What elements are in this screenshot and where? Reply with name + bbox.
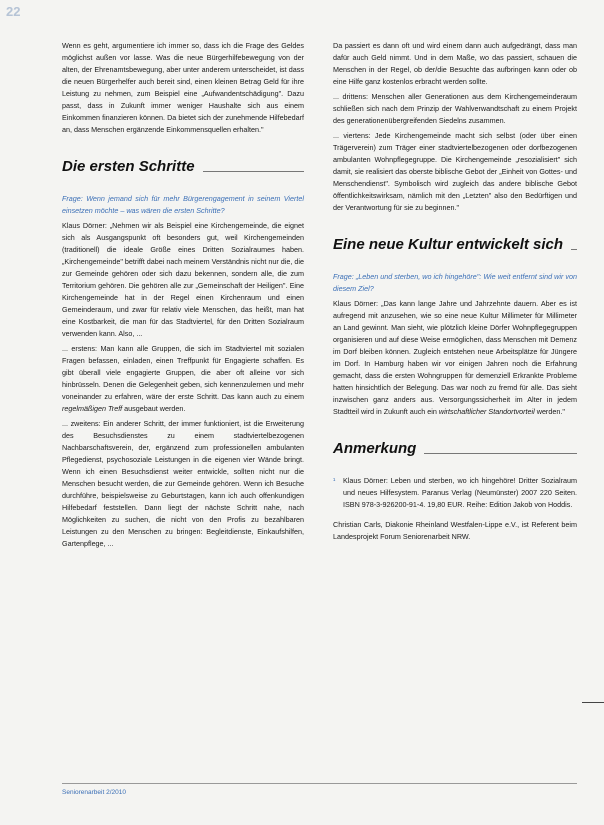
text-run: ausgebaut werden. [122, 404, 186, 413]
footnote-marker: ¹ [333, 476, 336, 485]
heading-text: Anmerkung [333, 440, 417, 457]
left-column [62, 40, 304, 553]
author-note: Christian Carls, Diakonie Rheinland Westfalen-Lippe e.V., ist Referent beim Landesprojekt Forum Seniorenarbeit NRW. [333, 520, 577, 541]
footer-rule [62, 783, 577, 784]
paragraph: ... viertens: Jede Kirchengemeinde macht sich selbst (oder über einen Trägerverein) zum Träger einer stadtviertelbezogenen oder dorfbezogenen ambulanten Wohnpflegegruppe. Die Kirchengemeinde „resozialisiert" sich damit, sie realisiert das oberste biblische Gebot der „Einheit von Gottes- und Menschendienst". Symbolisch wird zugleich das andere biblische Gebot öffentlichkeitswirksam, nämlich mit den „Letzten" also den Bedürftigen und der Verantwortung für sie zu beginnen." [333, 131, 577, 212]
section-heading [333, 440, 577, 457]
emphasis-text: wirtschaftlicher Standortvorteil [438, 407, 535, 416]
paragraph: Klaus Dörner: „Nehmen wir als Beispiel eine Kirchengemeinde, die eignet sich als Ausgangspunkt oft besonders gut, weil Kirchengemeinden (traditionell) die ideale Größe eines Dritten Sozialraumes haben. „Kirchengemeinde" betrifft dabei nach meinem Verständnis nicht nur die, die zur Gemeinde gehören oder sich dazu bekennen, sondern alle, die zum Territorium gehören. Die gehören alle zur „Gemeinschaft der Heiligen". Eine Kirchengemeinde hat in der Regel einen Kirchenraum und einen Gemeinderaum, und zwar für relativ viele Menschen, das heißt, man hat eine Kostbarkeit, die man für das Stadtviertel, für den Dritten Sozialraum verwenden kann. Also, ... [62, 221, 304, 338]
question: Frage: „Leben und sterben, wo ich hingehöre": Wie weit entfernt sind wir von diesem Ziel? [333, 272, 577, 293]
paragraph: Da passiert es dann oft und wird einem dann auch aufgedrängt, dass man dafür auch Geld nimmt. Und in dem Maße, wo das passiert, schauen die Menschen in der Regel, ob der/die Besuchte das aufbringen kann oder ob eine Hilfe ganz kostenlos erbracht werden sollte. [333, 41, 577, 86]
text-run: werden." [534, 407, 565, 416]
reference-text: Klaus Dörner: Leben und sterben, wo ich hingehöre! Dritter Sozialraum und neues Hilfesystem. Paranus Verlag (Neumünster) 2007 220 Seiten. ISBN 978-3-926200-91-4. 19,80 EUR. Reihe: Edition Jakob von Hoddis. [343, 476, 577, 509]
paragraph [62, 343, 304, 415]
paragraph [333, 298, 577, 418]
paragraph: ... drittens: Menschen aller Generationen aus dem Kirchengemeinderaum schließen sich nach dem Prinzip der Wahlverwandtschaft zu einem Projekt des generationenübergreifenden Siedelns zusammen. [333, 92, 577, 125]
heading-rule [571, 249, 577, 250]
margin-mark [582, 702, 604, 703]
page-number: 22 [6, 4, 21, 19]
heading-text: Eine neue Kultur entwickelt sich [333, 236, 564, 253]
question: Frage: Wenn jemand sich für mehr Bürgerengagement in seinem Viertel einsetzen möchte – was wären die ersten Schritte? [62, 194, 304, 215]
section-heading [333, 236, 577, 253]
paragraph: ... zweitens: Ein anderer Schritt, der immer funktioniert, ist die Erweiterung des Besuchsdienstes zu einem stadtviertelbezogenen Nachbarschaftsverein, der, ergänzend zum professionellen ambulanten Pflegedienst, psychosoziale Leistungen in die eigenen vier Wände bringt. Wenn ich einen Besuchsdienst weiter entwickle, sollten nicht nur die Menschen besucht werden, die zur Gemeinde gehören. Wenn ich Besuche durchführe, beispielsweise zu Geburtstagen, kann ich auch offenkundigen Hilfebedarf feststellen. Dann liegt der nächste Schritt nahe, nach Möglichkeiten zu suchen, die nicht von den Profis zu bezahlbaren Leistungen zu den Menschen zu bringen: Begleitdienste, Einkaufshilfen, Gartenpflege, ... [62, 419, 304, 548]
heading-rule [424, 453, 577, 454]
paragraph: Wenn es geht, argumentiere ich immer so, dass ich die Frage des Geldes möglichst außen vor lasse. Was die neue Bürgerhilfebewegung von der alten, der Ehrenamtsbewegung, aber unter anderem unterscheidet, ist dass die neuen Bürgerhelfer auch bereit sind, einen kleinen Betrag Geld für ihre Leistung zu nehmen, zum Beispiel eine „Aufwandentschädigung". Dazu passt, dass in Zukunft immer weniger Haushalte sich aus einem Einkommen finanzieren können. Da bietet sich der zunehmende Hilfebedarf an, dass Menschen ergänzende Einkommensquellen erhalten." [62, 41, 304, 134]
heading-text: Die ersten Schritte [62, 158, 195, 175]
section-heading [62, 158, 304, 175]
text-run: ... erstens: Man kann alle Gruppen, die sich im Stadtviertel mit sozialen Fragen befassen, einladen, einen Treffpunkt für Engagierte schaffen. Es gibt überall viele engagierte Gruppen, die aber oft alleine vor sich hinbrüsseln. Denen die Gelegenheit geben, sich kennenzulernen und mehr voneinander zu erfahren, wäre der erste Schritt. Das kann auch zu einem [62, 344, 304, 401]
text-run: Klaus Dörner: „Das kann lange Jahre und Jahrzehnte dauern. Aber es ist aufregend mit anzusehen, wie so eine neue Kultur Millimeter für Millimeter an Land gewinnt. Man sieht, wie plötzlich kleine Dörfer Wohnpflegegruppen organisieren und auf diese Weise ermöglichen, dass Menschen mit Demenz im Dorf bleiben können. Zugleich entstehen neue Arbeitsplätze für Jüngere im Dorf. In Hamburg haben wir vor einigen Jahren noch die Erfahrung gemacht, dass die ersten Wohngruppen für demenziell Erkrankte Probleme hatten hinsichtlich der Belegung. Das war noch zu fremd für alle. Das sieht inzwischen ganz anders aus. Versorgungssicherheit im Alter in jedem Stadtteil wird in Zukunft auch ein [333, 299, 577, 416]
emphasis-text: regelmäßigen Treff [62, 404, 123, 413]
footer-text: Seniorenarbeit 2/2010 [62, 789, 126, 796]
right-column [333, 40, 577, 546]
heading-rule [203, 171, 304, 172]
reference-note [333, 475, 577, 511]
